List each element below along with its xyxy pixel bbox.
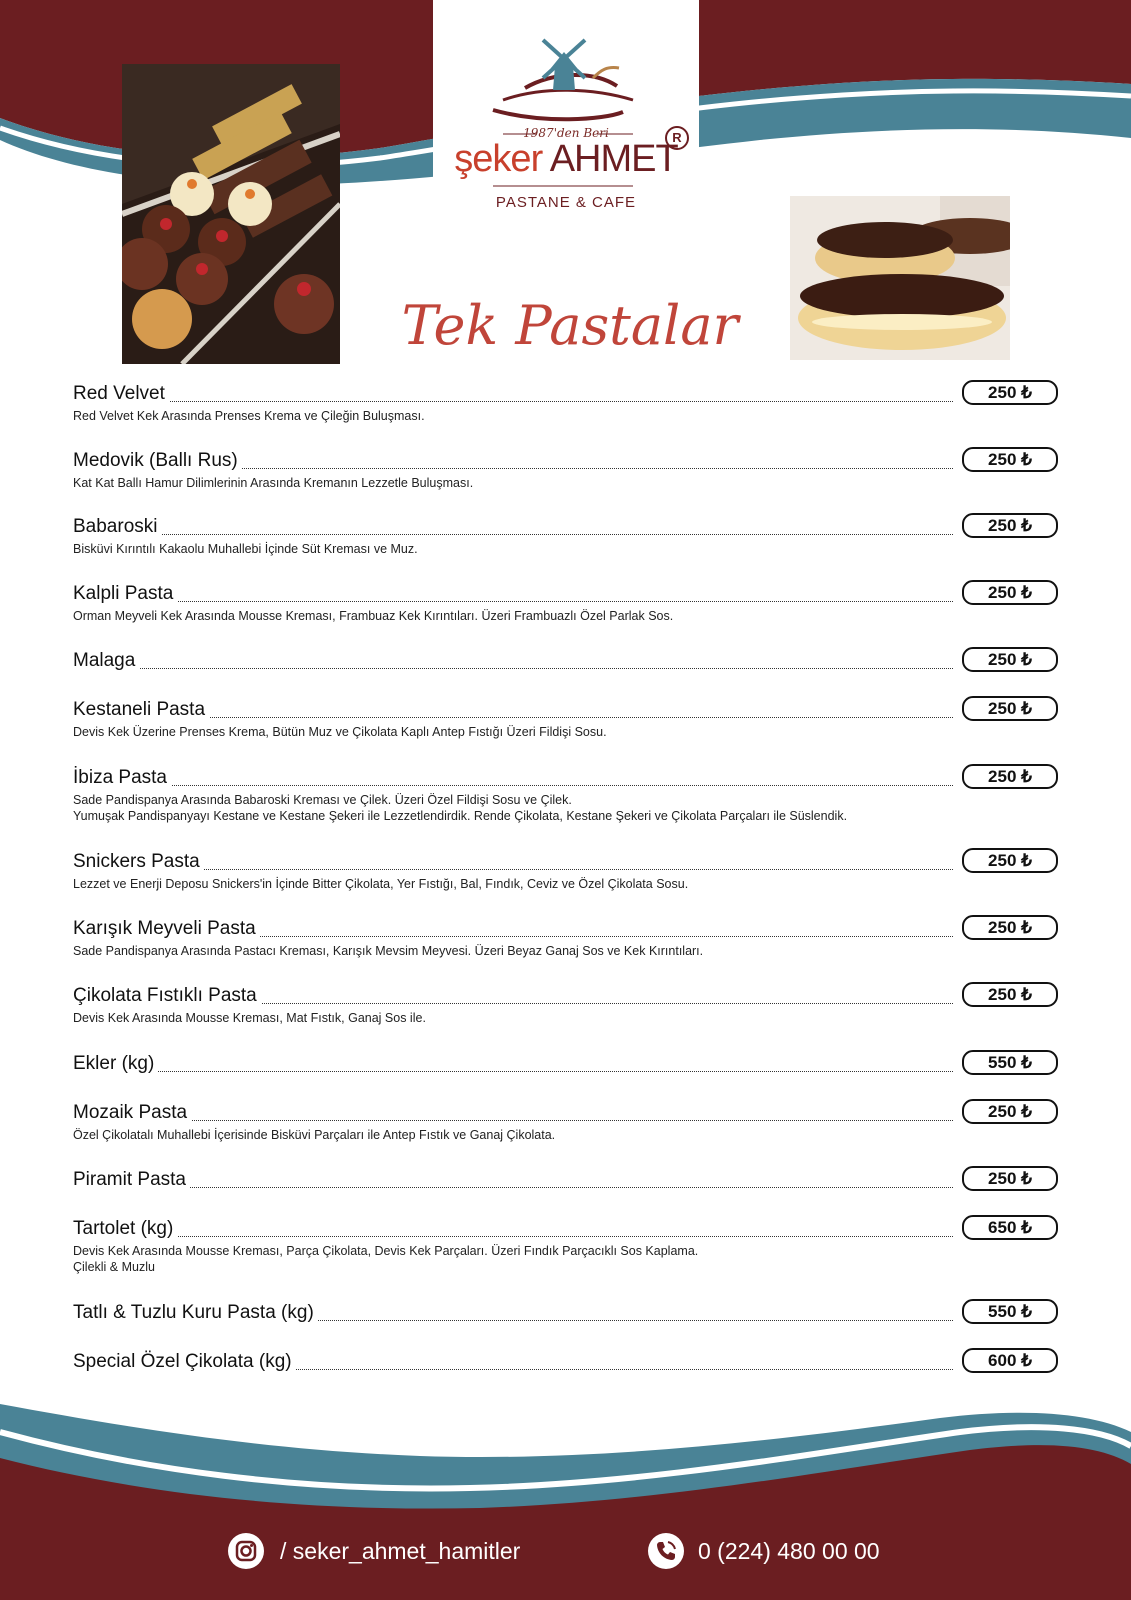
price-badge: 250 ₺ (962, 647, 1058, 672)
item-description (73, 1243, 698, 1275)
instagram-handle[interactable]: / seker_ahmet_hamitler (280, 1538, 521, 1564)
price-badge: 250 ₺ (962, 696, 1058, 721)
dot-leader (73, 869, 953, 870)
item-description-line: Red Velvet Kek Arasında Prenses Krema ve Çileğin Buluşması. (73, 409, 425, 423)
item-name: Snickers Pasta (73, 851, 204, 873)
item-description (73, 408, 425, 424)
price-badge: 550 ₺ (962, 1299, 1058, 1324)
item-description-line: Bisküvi Kırıntılı Kakaolu Muhallebi İçinde Süt Kreması ve Muz. (73, 542, 418, 556)
item-name: Medovik (Ballı Rus) (73, 450, 242, 472)
price-badge: 250 ₺ (962, 982, 1058, 1007)
logo-name-part2: AHMET (549, 138, 678, 180)
dot-leader (73, 534, 953, 535)
item-description-line: Kat Kat Ballı Hamur Dilimlerinin Arasında Kremanın Lezzetle Buluşması. (73, 476, 474, 490)
price-badge: 250 ₺ (962, 1099, 1058, 1124)
item-description (73, 1127, 555, 1143)
item-name: Babaroski (73, 516, 162, 538)
price-badge: 250 ₺ (962, 447, 1058, 472)
price-badge: 250 ₺ (962, 1166, 1058, 1191)
item-description-line: Devis Kek Arasında Mousse Kreması, Mat Fıstık, Ganaj Sos ile. (73, 1011, 426, 1025)
dot-leader (73, 668, 953, 669)
item-description (73, 943, 703, 959)
item-name: Karışık Meyveli Pasta (73, 918, 260, 940)
dot-leader (73, 601, 953, 602)
dot-leader (73, 1120, 953, 1121)
item-name: Çikolata Fıstıklı Pasta (73, 985, 261, 1007)
dot-leader (73, 1236, 953, 1237)
registered-mark: R (665, 126, 689, 150)
logo-name (433, 138, 699, 181)
logo-card (433, 0, 699, 276)
item-name: Tartolet (kg) (73, 1218, 177, 1240)
phone-number[interactable]: 0 (224) 480 00 00 (698, 1538, 880, 1564)
logo-name-part1: şeker (454, 138, 543, 180)
item-description-line: Çilekli & Muzlu (73, 1260, 155, 1274)
price-badge: 250 ₺ (962, 848, 1058, 873)
item-description (73, 541, 418, 557)
item-description-line: Yumuşak Pandispanyayı Kestane ve Kestane Şekeri ile Lezzetlendirdik. Rende Çikolata, Kestane Şekeri ve Çikolata Parçaları ile Süslendik. (73, 809, 848, 823)
item-description-line: Sade Pandispanya Arasında Babaroski Kreması ve Çilek. Üzeri Özel Fildişi Sosu ve Çilek. (73, 793, 572, 807)
item-name: İbiza Pasta (73, 767, 171, 789)
item-description-line: Lezzet ve Enerji Deposu Snickers'in İçinde Bitter Çikolata, Yer Fıstığı, Bal, Fındık, Ceviz ve Özel Çikolata Sosu. (73, 877, 689, 891)
price-badge: 650 ₺ (962, 1215, 1058, 1240)
price-badge: 550 ₺ (962, 1050, 1058, 1075)
item-description (73, 608, 673, 624)
phone-icon[interactable] (648, 1533, 684, 1569)
item-name: Special Özel Çikolata (kg) (73, 1351, 296, 1373)
price-badge: 250 ₺ (962, 764, 1058, 789)
pastry-display-photo (122, 64, 340, 364)
item-name: Ekler (kg) (73, 1053, 158, 1075)
item-name: Tatlı & Tuzlu Kuru Pasta (kg) (73, 1302, 318, 1324)
item-description-line: Devis Kek Üzerine Prenses Krema, Bütün Muz ve Çikolata Kaplı Antep Fıstığı Üzeri Fildişi Sosu. (73, 725, 607, 739)
item-name: Red Velvet (73, 383, 169, 405)
dot-leader (73, 1187, 953, 1188)
logo-subtitle: PASTANE & CAFE (495, 194, 637, 211)
item-name: Kestaneli Pasta (73, 699, 209, 721)
page-title: Tek Pastalar (401, 294, 739, 357)
instagram-icon[interactable] (228, 1533, 264, 1569)
item-description (73, 724, 607, 740)
item-name: Piramit Pasta (73, 1169, 190, 1191)
item-description (73, 475, 473, 491)
price-badge: 250 ₺ (962, 380, 1058, 405)
item-name: Kalpli Pasta (73, 583, 177, 605)
item-description (73, 876, 688, 892)
item-description (73, 1010, 426, 1026)
item-description (73, 792, 847, 824)
price-badge: 250 ₺ (962, 915, 1058, 940)
price-badge: 250 ₺ (962, 580, 1058, 605)
item-name: Mozaik Pasta (73, 1102, 191, 1124)
logo-since: 1987'den Beri (523, 126, 609, 140)
dot-leader (73, 1071, 953, 1072)
price-badge: 250 ₺ (962, 513, 1058, 538)
item-description-line: Özel Çikolatalı Muhallebi İçerisinde Bisküvi Parçaları ile Antep Fıstık ve Ganaj Çikolata. (73, 1128, 556, 1142)
eclair-photo (790, 196, 1010, 360)
item-description-line: Sade Pandispanya Arasında Pastacı Kreması, Karışık Mevsim Meyvesi. Üzeri Beyaz Ganaj Sos ve Kek Kırıntıları. (73, 944, 704, 958)
price-badge: 600 ₺ (962, 1348, 1058, 1373)
item-name: Malaga (73, 650, 139, 672)
item-description-line: Devis Kek Arasında Mousse Kreması, Parça Çikolata, Devis Kek Parçaları. Üzeri Fındık Parçacıklı Sos Kaplama. (73, 1244, 699, 1258)
dot-leader (73, 401, 953, 402)
dot-leader (73, 785, 953, 786)
item-description-line: Orman Meyveli Kek Arasında Mousse Kreması, Frambuaz Kek Kırıntıları. Üzeri Frambuazlı Özel Parlak Sos. (73, 609, 674, 623)
